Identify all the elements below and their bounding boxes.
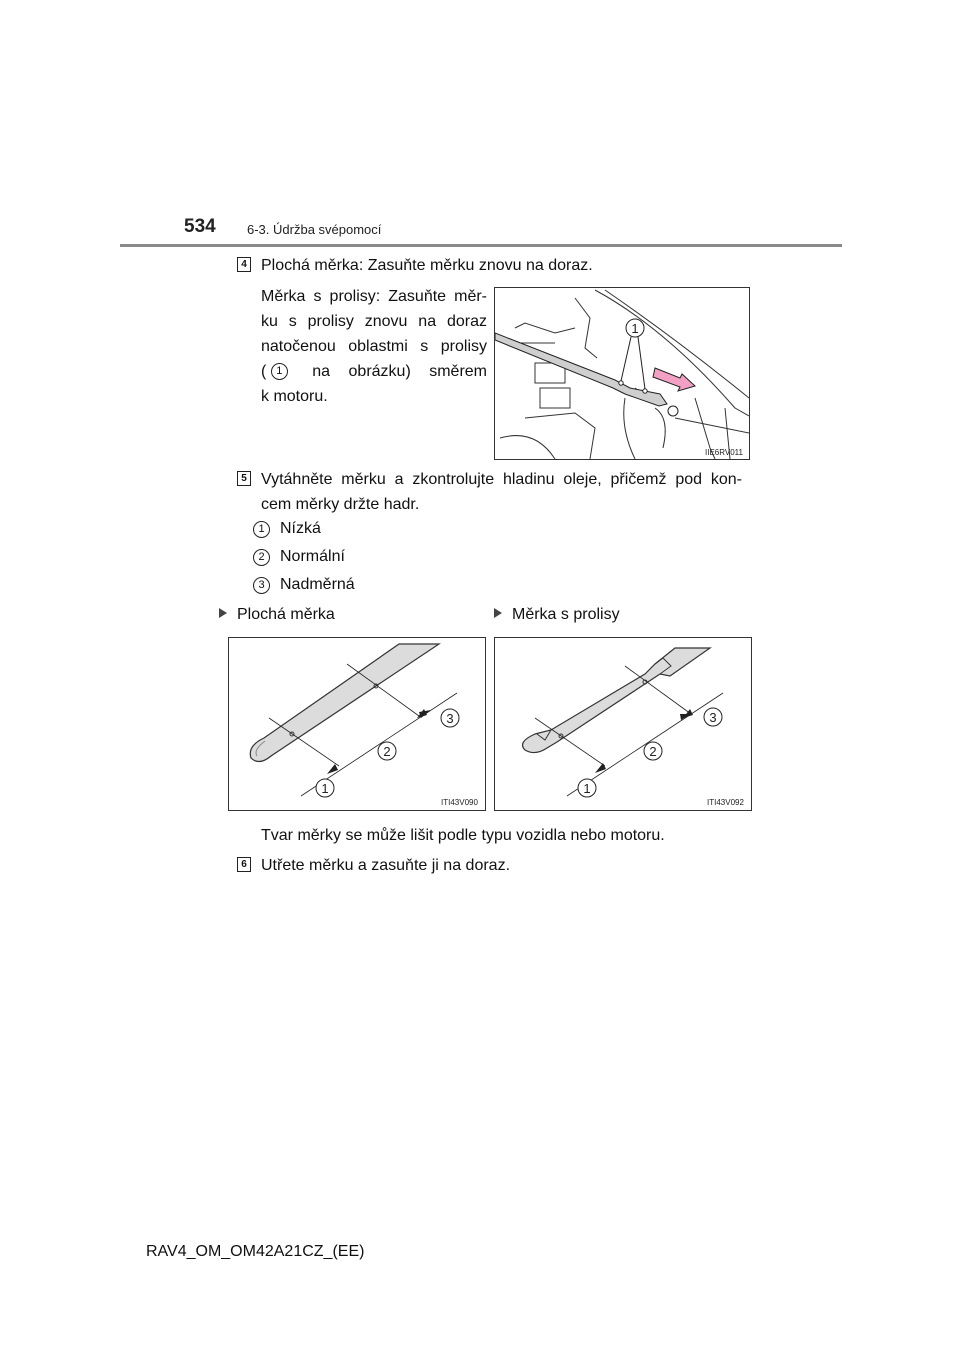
triangle-bullet-icon	[219, 608, 227, 618]
step4-para-line: Měrka s prolisy: Zasuňte měr-	[261, 288, 487, 305]
flat-label-1: 1	[321, 781, 329, 796]
callout-circle: 1	[271, 363, 288, 380]
legend-item-high	[253, 571, 355, 599]
step4-para-line: natočenou oblastmi s prolisy	[261, 338, 487, 355]
ridged-dipstick-heading: Měrka s prolisy	[494, 602, 620, 627]
ridged-dipstick-figure	[494, 637, 752, 811]
flat-dipstick-heading: Plochá měrka	[219, 602, 335, 627]
shape-note: Tvar měrky se může lišit podle typu vozidla nebo motoru.	[261, 827, 665, 844]
legend-item-normal	[253, 543, 355, 571]
step5-line1: Vytáhněte měrku a zkontrolujte hladinu oleje, přičemž pod kon-	[261, 471, 742, 488]
legend-name: Nadměrná	[280, 576, 355, 593]
legend-num: 3	[253, 577, 270, 594]
page-number: 534	[184, 216, 216, 237]
flat-dipstick-figure	[228, 637, 486, 811]
step4-paragraph	[261, 284, 487, 409]
triangle-bullet-icon	[494, 608, 502, 618]
step-badge-5: 5	[237, 471, 251, 486]
step-badge-4: 4	[237, 257, 251, 272]
ridged-label-2: 2	[649, 744, 657, 759]
legend-name: Normální	[280, 548, 345, 565]
step4-line1: Plochá měrka: Zasuňte měrku znovu na doraz.	[261, 257, 593, 274]
legend-name: Nízká	[280, 520, 321, 537]
section-title: 6-3. Údržba svépomocí	[247, 222, 382, 237]
ridged-label-3: 3	[709, 710, 717, 725]
level-legend	[253, 515, 355, 599]
flat-label-3: 3	[446, 711, 454, 726]
step4-para-line-4	[261, 359, 487, 384]
step5-line2: cem měrky držte hadr.	[261, 496, 420, 513]
step-badge-6: 6	[237, 857, 251, 872]
legend-item-low	[253, 515, 355, 543]
flat-label-2: 2	[383, 744, 391, 759]
insert-direction-arrow	[653, 368, 695, 391]
legend-num: 1	[253, 521, 270, 538]
step6-text: Utřete měrku a zasuňte ji na doraz.	[261, 857, 511, 874]
ridged-label-1: 1	[583, 781, 591, 796]
flat-dipstick-illustration	[229, 638, 485, 810]
document-code-footer: RAV4_OM_OM42A21CZ_(EE)	[146, 1243, 365, 1260]
step4-para-line-5: k motoru.	[261, 388, 328, 405]
fig1-code: IIE6RV011	[705, 448, 743, 457]
engine-dipstick-illustration	[495, 288, 749, 459]
step4-line4-close: na obrázku) směrem	[312, 363, 487, 380]
ridged-fig-code: ITI43V092	[707, 798, 744, 807]
step4-para-line: ku s prolisy znovu na doraz	[261, 313, 487, 330]
ridged-dipstick-illustration	[495, 638, 751, 810]
header-rule	[120, 244, 842, 247]
flat-fig-code: ITI43V090	[441, 798, 478, 807]
step4-line4-open: ( 1	[261, 359, 288, 384]
legend-num: 2	[253, 549, 270, 566]
fig1-callout: 1	[631, 321, 639, 336]
engine-dipstick-figure	[494, 287, 750, 460]
